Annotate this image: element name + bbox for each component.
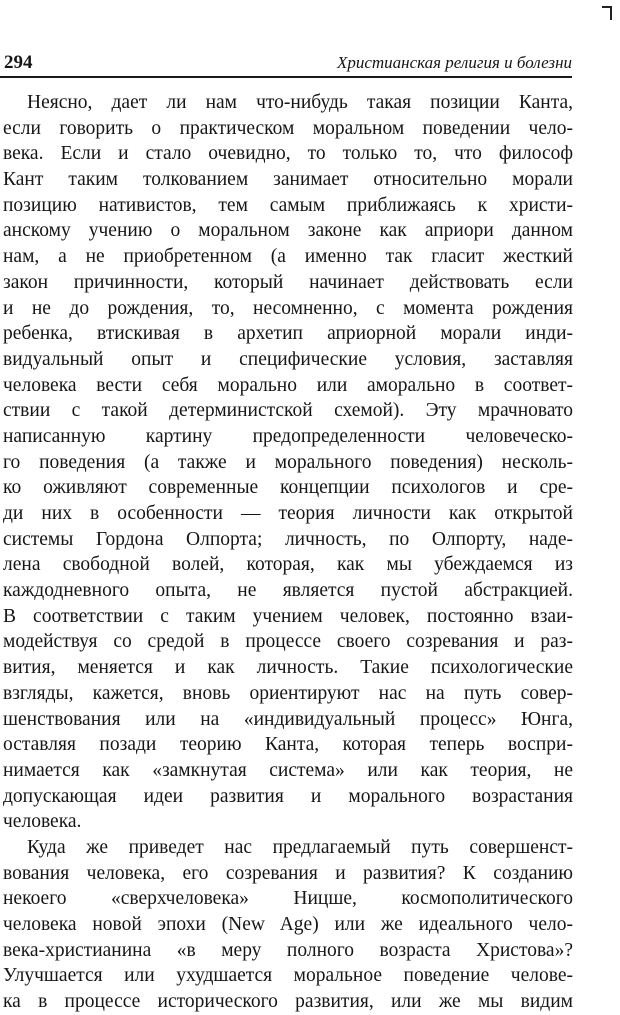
text-line: шенствования или на «индивидуальный процесс» Юнга, bbox=[3, 708, 573, 730]
text-line: некоего «сверхчеловека» Ницше, космополитического bbox=[3, 888, 573, 910]
text-line: нимается как «замкнутая система» или как теория, не bbox=[3, 759, 573, 781]
text-line: ребенка, втискивая в архетип априорной морали инди- bbox=[3, 323, 573, 345]
page-header bbox=[0, 38, 600, 78]
page-number: 294 bbox=[4, 52, 33, 73]
text-line: века. Если и стало очевидно, то только то, что философ bbox=[3, 143, 573, 165]
text-line: ка в процессе исторического развития, или же мы видим bbox=[3, 991, 573, 1013]
text-line: взгляды, кажется, вновь ориентируют нас на путь совер- bbox=[3, 682, 573, 704]
text-line: Улучшается или ухудшается моральное поведение челове- bbox=[3, 965, 573, 987]
text-line: модействуя со средой в процессе своего созревания и раз- bbox=[3, 631, 573, 653]
body-text bbox=[3, 90, 573, 1015]
text-line: видуальный опыт и специфические условия, заставляя bbox=[3, 348, 573, 370]
text-line: человека вести себя морально или аморально в соответ- bbox=[3, 374, 573, 396]
text-line: закон причинности, который начинает действовать если bbox=[3, 271, 573, 293]
text-line: Неясно, дает ли нам что-нибудь такая позиции Канта, bbox=[27, 92, 573, 113]
text-line: ко оживляют современные концепции психологов и сре- bbox=[3, 477, 573, 499]
text-line: века-христианина «в меру полного возраста Христова»? bbox=[3, 939, 573, 961]
text-line: оставляя позади теорию Канта, которая теперь воспри- bbox=[3, 734, 573, 756]
text-line: анскому учению о моральном законе как априори данном bbox=[3, 220, 573, 242]
text-line: если говорить о практическом моральном поведении чело- bbox=[3, 117, 573, 139]
text-line: лена свободной волей, которая, как мы убеждаемся из bbox=[3, 554, 573, 576]
text-line: написанную картину предопределенности человеческо- bbox=[3, 425, 573, 447]
text-line: человека. bbox=[3, 811, 82, 833]
text-line: В соответствии с таким учением человек, постоянно взаи- bbox=[3, 605, 573, 627]
text-line: Куда же приведет нас предлагаемый путь совершенст- bbox=[27, 836, 573, 858]
text-line: Кант таким толкованием занимает относительно морали bbox=[3, 169, 573, 191]
text-line: каждодневного опыта, не является пустой абстракцией. bbox=[3, 580, 573, 602]
text-line: и не до рождения, то, несомненно, с момента рождения bbox=[3, 297, 573, 319]
text-line: нам, а не приобретенном (а именно так гласит жесткий bbox=[3, 246, 573, 268]
text-line: допускающая идеи развития и морального возрастания bbox=[3, 785, 573, 807]
header-rule bbox=[0, 76, 572, 78]
running-title: Христианская религия и болезни bbox=[336, 53, 572, 72]
text-line: человека новой эпохи (New Age) или же идеального чело- bbox=[3, 914, 573, 935]
text-line: ди них в особенности — теория личности как открытой bbox=[3, 503, 573, 524]
text-line: го поведения (а также и морального поведения) несколь- bbox=[3, 451, 573, 473]
text-line: вования человека, его созревания и развития? К созданию bbox=[3, 862, 573, 884]
text-line: позицию нативистов, тем самым приближаясь к христи- bbox=[3, 194, 573, 216]
text-line: вития, меняется и как личность. Такие психологические bbox=[3, 657, 573, 679]
text-line: системы Гордона Олпорта; личность, по Олпорту, наде- bbox=[3, 528, 573, 550]
text-line: ствии с такой детерминистской схемой). Эту мрачновато bbox=[3, 400, 573, 422]
page-corner-mark bbox=[602, 6, 612, 20]
